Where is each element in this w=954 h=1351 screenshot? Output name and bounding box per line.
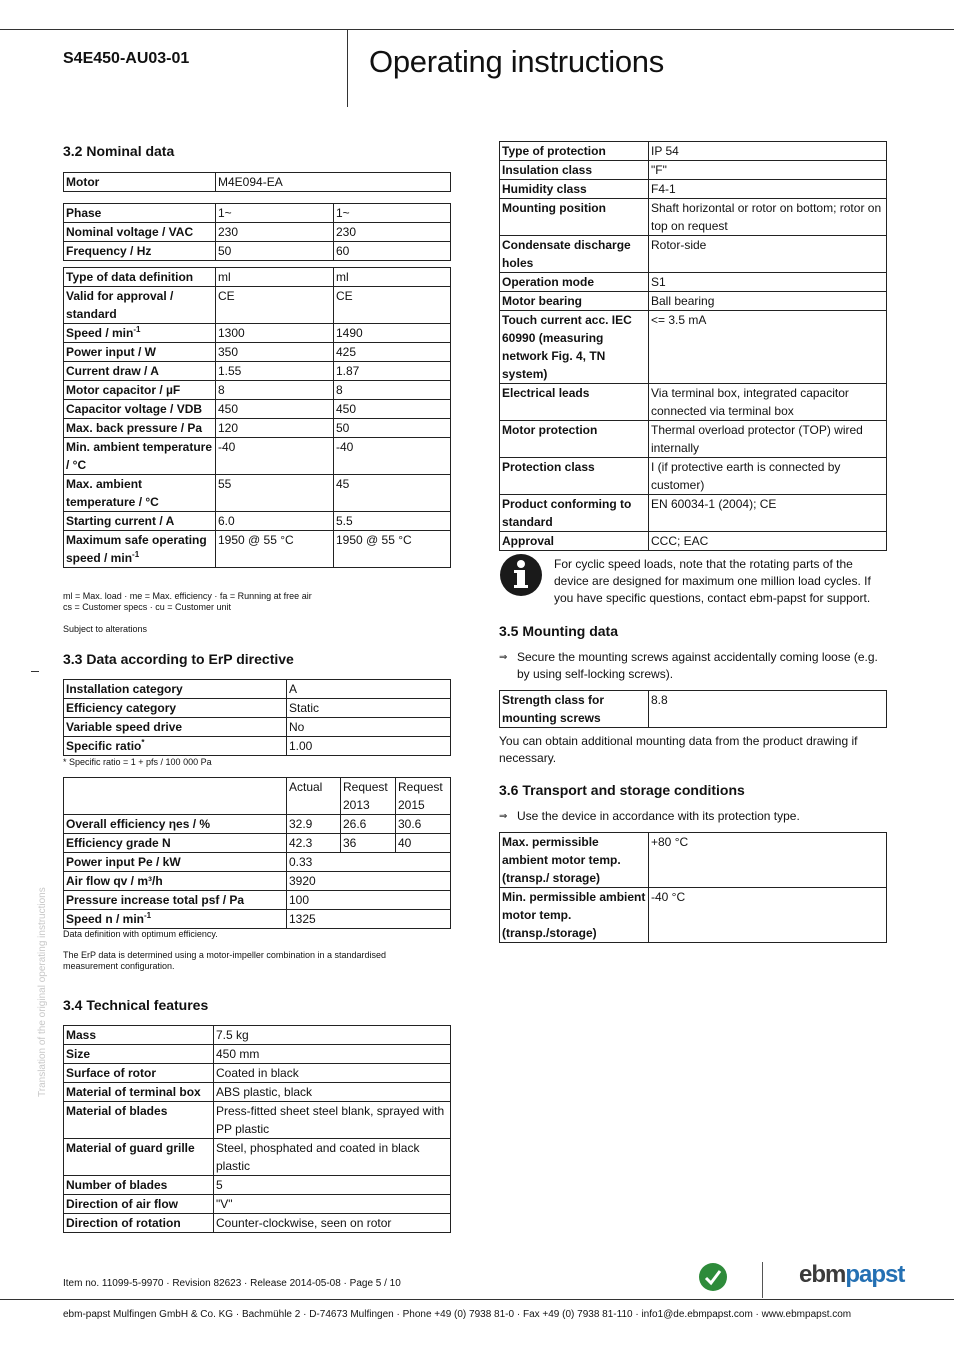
value-60hz: 1.87 bbox=[334, 362, 451, 381]
table-row bbox=[500, 691, 887, 728]
row-value: M4E094-EA bbox=[216, 173, 451, 192]
row-label bbox=[64, 400, 216, 419]
value-actual: 1325 bbox=[287, 910, 451, 929]
section-heading-erp: 3.3 Data according to ErP directive bbox=[63, 651, 294, 667]
row-label bbox=[500, 236, 649, 273]
row-label-text: Speed / min bbox=[66, 326, 134, 340]
header-request-2013: Request 2013 bbox=[341, 778, 396, 815]
value-60hz: 50 bbox=[334, 419, 451, 438]
row-label-text: Efficiency category bbox=[66, 701, 177, 715]
header-actual: Actual bbox=[287, 778, 341, 815]
row-label-text: Valid for approval / standard bbox=[66, 289, 174, 321]
table-row bbox=[500, 421, 887, 458]
value-60hz: 1490 bbox=[334, 324, 451, 343]
side-translation-note: Translation of the original operating instructions bbox=[37, 887, 48, 1097]
specific-ratio-note: * Specific ratio = 1 + pfs / 100 000 Pa bbox=[63, 757, 212, 767]
value-60hz: 5.5 bbox=[334, 512, 451, 531]
row-label bbox=[64, 1214, 214, 1233]
row-label bbox=[500, 180, 649, 199]
row-label-text: Number of blades bbox=[66, 1178, 168, 1192]
erp-note-1: Data definition with optimum efficiency. bbox=[63, 929, 218, 939]
row-value: 1.00 bbox=[287, 737, 451, 756]
row-value: Coated in black bbox=[214, 1064, 451, 1083]
value-60hz: CE bbox=[334, 287, 451, 324]
table-row bbox=[64, 1083, 451, 1102]
value-50hz: 55 bbox=[216, 475, 334, 512]
table-row bbox=[64, 475, 451, 512]
row-label-text: Speed n / min bbox=[66, 912, 145, 926]
value-50hz: 450 bbox=[216, 400, 334, 419]
row-label bbox=[500, 273, 649, 292]
row-label bbox=[64, 1026, 214, 1045]
table-row bbox=[64, 718, 451, 737]
row-label bbox=[64, 815, 287, 834]
table-row bbox=[64, 1176, 451, 1195]
value-60hz: 45 bbox=[334, 475, 451, 512]
row-label-text: Current draw / A bbox=[66, 364, 159, 378]
row-value: <= 3.5 mA bbox=[649, 311, 887, 384]
row-label-text: Efficiency grade N bbox=[66, 836, 171, 850]
value-50hz: 1~ bbox=[216, 204, 334, 223]
row-value: A bbox=[287, 680, 451, 699]
row-label: Strength class for mounting screws bbox=[500, 691, 649, 728]
table-row bbox=[64, 204, 451, 223]
section-heading-transport: 3.6 Transport and storage conditions bbox=[499, 782, 745, 798]
value-50hz: 8 bbox=[216, 381, 334, 400]
value-request-2015: 30.6 bbox=[396, 815, 451, 834]
value-60hz: 425 bbox=[334, 343, 451, 362]
row-label-text: Capacitor voltage / VDB bbox=[66, 402, 203, 416]
table-row bbox=[64, 737, 451, 756]
row-label bbox=[500, 421, 649, 458]
row-label bbox=[64, 1083, 214, 1102]
value-50hz: 120 bbox=[216, 419, 334, 438]
row-value: 7.5 kg bbox=[214, 1026, 451, 1045]
row-label bbox=[64, 438, 216, 475]
row-value: Shaft horizontal or rotor on bottom; rotor on top on request bbox=[649, 199, 887, 236]
row-label bbox=[64, 362, 216, 381]
section-heading-technical: 3.4 Technical features bbox=[63, 997, 209, 1013]
row-value: Steel, phosphated and coated in black plastic bbox=[214, 1139, 451, 1176]
value-request-2013: 26.6 bbox=[341, 815, 396, 834]
mounting-bullet bbox=[499, 649, 889, 683]
table-row bbox=[500, 142, 887, 161]
row-value: Thermal overload protector (TOP) wired internally bbox=[649, 421, 887, 458]
table-row bbox=[64, 680, 451, 699]
abbreviation-note-2: cs = Customer specs · cu = Customer unit bbox=[63, 602, 232, 612]
arrow-right-icon: ⇒ bbox=[499, 811, 508, 822]
row-label-text: Protection class bbox=[502, 460, 595, 474]
row-label bbox=[64, 853, 287, 872]
transport-bullet bbox=[499, 808, 889, 825]
erp-table-a bbox=[63, 679, 451, 756]
value-60hz: 450 bbox=[334, 400, 451, 419]
table-row bbox=[64, 1102, 451, 1139]
table-row bbox=[500, 833, 887, 888]
row-label: Min. permissible ambient motor temp. (transp./storage) bbox=[500, 888, 649, 943]
table-row bbox=[500, 495, 887, 532]
table-row bbox=[64, 343, 451, 362]
value-actual: 100 bbox=[287, 891, 451, 910]
row-label-text: Operation mode bbox=[502, 275, 595, 289]
row-value: S1 bbox=[649, 273, 887, 292]
row-label bbox=[64, 268, 216, 287]
row-label bbox=[500, 161, 649, 180]
row-value: "F" bbox=[649, 161, 887, 180]
row-value: "V" bbox=[214, 1195, 451, 1214]
mounting-bullet-text: Secure the mounting screws against accidentally coming loose (e.g. by using self-locking screws). bbox=[517, 650, 878, 681]
table-row bbox=[500, 180, 887, 199]
row-label: Motor bbox=[64, 173, 216, 192]
row-value: CCC; EAC bbox=[649, 532, 887, 551]
table-row bbox=[64, 287, 451, 324]
table-row bbox=[500, 888, 887, 943]
row-label bbox=[64, 475, 216, 512]
value-50hz: 230 bbox=[216, 223, 334, 242]
transport-table bbox=[499, 832, 887, 943]
table-row bbox=[64, 891, 451, 910]
row-value: -40 °C bbox=[649, 888, 887, 943]
table-row bbox=[64, 1214, 451, 1233]
row-label bbox=[500, 495, 649, 532]
row-label bbox=[64, 1102, 214, 1139]
value-50hz: CE bbox=[216, 287, 334, 324]
row-label-text: Mass bbox=[66, 1028, 97, 1042]
value-actual: 42.3 bbox=[287, 834, 341, 853]
brand-papst: papst bbox=[845, 1261, 905, 1288]
value-60hz: 8 bbox=[334, 381, 451, 400]
table-row bbox=[500, 458, 887, 495]
row-label-text: Min. ambient temperature / °C bbox=[66, 440, 213, 472]
row-label bbox=[64, 1195, 214, 1214]
abbreviation-note-1: ml = Max. load · me = Max. efficiency · fa = Running at free air bbox=[63, 591, 312, 601]
row-label bbox=[64, 287, 216, 324]
row-label-text: Maximum safe operating speed / min bbox=[66, 533, 207, 565]
footer-rule bbox=[0, 1299, 954, 1300]
table-row bbox=[64, 223, 451, 242]
header-divider bbox=[347, 29, 348, 107]
row-label bbox=[500, 384, 649, 421]
row-label-text: Direction of air flow bbox=[66, 1197, 179, 1211]
row-label bbox=[64, 1176, 214, 1195]
row-label bbox=[64, 324, 216, 343]
section-heading-nominal: 3.2 Nominal data bbox=[63, 143, 175, 159]
row-label-text: Type of data definition bbox=[66, 270, 194, 284]
info-note: For cyclic speed loads, note that the rotating parts of the device are designed for maximum one million load cycles. If you have specific questions, contact ebm-papst for support. bbox=[554, 557, 871, 605]
row-label-text: Frequency / Hz bbox=[66, 244, 152, 258]
arrow-right-icon: ⇒ bbox=[499, 652, 508, 663]
table-row bbox=[500, 292, 887, 311]
row-label bbox=[64, 834, 287, 853]
value-50hz: 6.0 bbox=[216, 512, 334, 531]
row-label-text: Nominal voltage / VAC bbox=[66, 225, 194, 239]
subject-to-alterations: Subject to alterations bbox=[63, 624, 148, 634]
table-row bbox=[500, 311, 887, 384]
table-row bbox=[64, 419, 451, 438]
table-row bbox=[64, 815, 451, 834]
row-label bbox=[64, 1045, 214, 1064]
page-title: Operating instructions bbox=[369, 44, 664, 79]
mounting-table bbox=[499, 690, 887, 728]
row-label bbox=[64, 910, 287, 929]
table-row bbox=[500, 236, 887, 273]
row-label bbox=[64, 872, 287, 891]
row-label-text: Electrical leads bbox=[502, 386, 590, 400]
row-value: I (if protective earth is connected by customer) bbox=[649, 458, 887, 495]
row-label bbox=[64, 718, 287, 737]
row-label bbox=[500, 532, 649, 551]
transport-bullet-text: Use the device in accordance with its protection type. bbox=[517, 809, 800, 823]
value-50hz: -40 bbox=[216, 438, 334, 475]
row-label bbox=[64, 891, 287, 910]
table-row bbox=[64, 512, 451, 531]
row-label-text: Insulation class bbox=[502, 163, 593, 177]
erp-note-2: The ErP data is determined using a motor-impeller combination in a standardised measurement configuration. bbox=[63, 950, 387, 971]
superscript: -1 bbox=[133, 325, 141, 334]
table-row bbox=[500, 532, 887, 551]
row-label-text: Humidity class bbox=[502, 182, 587, 196]
section-heading-mounting: 3.5 Mounting data bbox=[499, 623, 618, 639]
value-50hz: 50 bbox=[216, 242, 334, 261]
row-label-text: Material of guard grille bbox=[66, 1141, 195, 1155]
info-icon bbox=[499, 553, 543, 597]
row-label bbox=[500, 458, 649, 495]
row-label-text: Max. ambient temperature / °C bbox=[66, 477, 159, 509]
row-value: 5 bbox=[214, 1176, 451, 1195]
row-label bbox=[64, 531, 216, 568]
row-label bbox=[64, 204, 216, 223]
row-label-text: Product conforming to standard bbox=[502, 497, 632, 529]
value-50hz: 350 bbox=[216, 343, 334, 362]
table-row bbox=[64, 872, 451, 891]
mounting-additional-note: You can obtain additional mounting data from the product drawing if necessary. bbox=[499, 734, 858, 765]
row-label bbox=[64, 223, 216, 242]
row-value: 8.8 bbox=[649, 691, 887, 728]
superscript: * bbox=[141, 738, 145, 747]
brand-ebm: ebm bbox=[799, 1261, 846, 1288]
row-label bbox=[64, 1139, 214, 1176]
value-50hz: 1.55 bbox=[216, 362, 334, 381]
footer-address: ebm-papst Mulfingen GmbH & Co. KG · Bachmühle 2 · D-74673 Mulfingen · Phone +49 (0) 7938 81-0 · Fax +49 (0) 7938 81-110 · info1@de.ebmpapst.com · www.ebmpapst.com bbox=[63, 1309, 852, 1320]
header-request-2015: Request 2015 bbox=[396, 778, 451, 815]
value-60hz: 1~ bbox=[334, 204, 451, 223]
row-value: Via terminal box, integrated capacitor connected via terminal box bbox=[649, 384, 887, 421]
row-value: Static bbox=[287, 699, 451, 718]
margin-mark bbox=[31, 671, 39, 672]
row-label bbox=[64, 419, 216, 438]
value-actual: 32.9 bbox=[287, 815, 341, 834]
technical-table bbox=[63, 1025, 451, 1233]
value-50hz: 1300 bbox=[216, 324, 334, 343]
superscript: -1 bbox=[132, 550, 140, 559]
row-value: EN 60034-1 (2004); CE bbox=[649, 495, 887, 532]
row-label: Max. permissible ambient motor temp. (transp./ storage) bbox=[500, 833, 649, 888]
row-value: F4-1 bbox=[649, 180, 887, 199]
nominal-table-b bbox=[63, 267, 451, 568]
row-value: Ball bearing bbox=[649, 292, 887, 311]
row-value: No bbox=[287, 718, 451, 737]
motor-table bbox=[63, 172, 451, 192]
value-actual: 3920 bbox=[287, 872, 451, 891]
table-row bbox=[64, 400, 451, 419]
technical-table-continued bbox=[499, 141, 887, 551]
table-row bbox=[64, 1026, 451, 1045]
value-60hz: 1950 @ 55 °C bbox=[334, 531, 451, 568]
row-label-text: Motor capacitor / µF bbox=[66, 383, 181, 397]
row-label-text: Touch current acc. IEC 60990 (measuring network Fig. 4, TN system) bbox=[502, 313, 632, 381]
row-label-text: Overall efficiency ηes / % bbox=[66, 817, 211, 831]
row-label-text: Surface of rotor bbox=[66, 1066, 157, 1080]
value-50hz: ml bbox=[216, 268, 334, 287]
green-tech-logo bbox=[698, 1262, 728, 1292]
table-row bbox=[64, 1195, 451, 1214]
row-label-text: Pressure increase total psf / Pa bbox=[66, 893, 245, 907]
nominal-table-a bbox=[63, 203, 451, 261]
row-value: 450 mm bbox=[214, 1045, 451, 1064]
row-label-text: Motor protection bbox=[502, 423, 598, 437]
row-value: Counter-clockwise, seen on rotor bbox=[214, 1214, 451, 1233]
table-row bbox=[64, 362, 451, 381]
row-label-text: Specific ratio bbox=[66, 739, 142, 753]
ebmpapst-logo bbox=[799, 1261, 904, 1289]
table-row bbox=[64, 242, 451, 261]
table-row bbox=[500, 273, 887, 292]
table-row bbox=[64, 381, 451, 400]
table-row bbox=[64, 910, 451, 929]
header-top-rule bbox=[0, 29, 954, 30]
table-row bbox=[64, 853, 451, 872]
row-label bbox=[64, 680, 287, 699]
footer-divider bbox=[762, 1262, 763, 1298]
value-60hz: ml bbox=[334, 268, 451, 287]
footer-item-info: Item no. 11099-5-9970 · Revision 82623 · Release 2014-05-08 · Page 5 / 10 bbox=[63, 1278, 401, 1289]
row-label-text: Mounting position bbox=[502, 201, 606, 215]
row-label bbox=[64, 381, 216, 400]
row-label-text: Type of protection bbox=[502, 144, 606, 158]
row-label bbox=[500, 311, 649, 384]
table-row bbox=[64, 438, 451, 475]
value-request-2015: 40 bbox=[396, 834, 451, 853]
table-row bbox=[64, 1045, 451, 1064]
row-label-text: Approval bbox=[502, 534, 555, 548]
row-label-text: Material of terminal box bbox=[66, 1085, 201, 1099]
row-label-text: Condensate discharge holes bbox=[502, 238, 631, 270]
table-row bbox=[64, 699, 451, 718]
row-label-text: Max. back pressure / Pa bbox=[66, 421, 203, 435]
value-60hz: -40 bbox=[334, 438, 451, 475]
row-label-text: Motor bearing bbox=[502, 294, 582, 308]
row-label bbox=[64, 343, 216, 362]
row-value: IP 54 bbox=[649, 142, 887, 161]
header-empty-cell bbox=[64, 778, 287, 815]
row-label bbox=[500, 142, 649, 161]
row-label-text: Material of blades bbox=[66, 1104, 168, 1118]
value-actual: 0.33 bbox=[287, 853, 451, 872]
table-row bbox=[64, 531, 451, 568]
value-50hz: 1950 @ 55 °C bbox=[216, 531, 334, 568]
row-label bbox=[500, 199, 649, 236]
table-row bbox=[64, 268, 451, 287]
row-label bbox=[64, 242, 216, 261]
row-value: Rotor-side bbox=[649, 236, 887, 273]
table-row bbox=[64, 834, 451, 853]
superscript: -1 bbox=[144, 911, 152, 920]
erp-table-b bbox=[63, 777, 451, 929]
value-60hz: 60 bbox=[334, 242, 451, 261]
row-value: ABS plastic, black bbox=[214, 1083, 451, 1102]
row-label-text: Installation category bbox=[66, 682, 183, 696]
table-row bbox=[500, 161, 887, 180]
table-row bbox=[500, 384, 887, 421]
table-header-row bbox=[64, 778, 451, 815]
row-label bbox=[500, 292, 649, 311]
row-label bbox=[64, 1064, 214, 1083]
row-label-text: Air flow qv / m³/h bbox=[66, 874, 163, 888]
row-label-text: Power input / W bbox=[66, 345, 156, 359]
row-label-text: Variable speed drive bbox=[66, 720, 183, 734]
row-label-text: Power input Pe / kW bbox=[66, 855, 181, 869]
row-label-text: Starting current / A bbox=[66, 514, 175, 528]
row-label-text: Size bbox=[66, 1047, 91, 1061]
value-60hz: 230 bbox=[334, 223, 451, 242]
value-request-2013: 36 bbox=[341, 834, 396, 853]
row-value: +80 °C bbox=[649, 833, 887, 888]
table-row bbox=[500, 199, 887, 236]
row-label-text: Direction of rotation bbox=[66, 1216, 181, 1230]
row-label bbox=[64, 737, 287, 756]
row-label bbox=[64, 699, 287, 718]
row-value: Press-fitted sheet steel blank, sprayed with PP plastic bbox=[214, 1102, 451, 1139]
table-row bbox=[64, 324, 451, 343]
model-number: S4E450-AU03-01 bbox=[63, 50, 190, 67]
row-label bbox=[64, 512, 216, 531]
row-label-text: Phase bbox=[66, 206, 102, 220]
table-row bbox=[64, 173, 451, 192]
table-row bbox=[64, 1064, 451, 1083]
table-row bbox=[64, 1139, 451, 1176]
